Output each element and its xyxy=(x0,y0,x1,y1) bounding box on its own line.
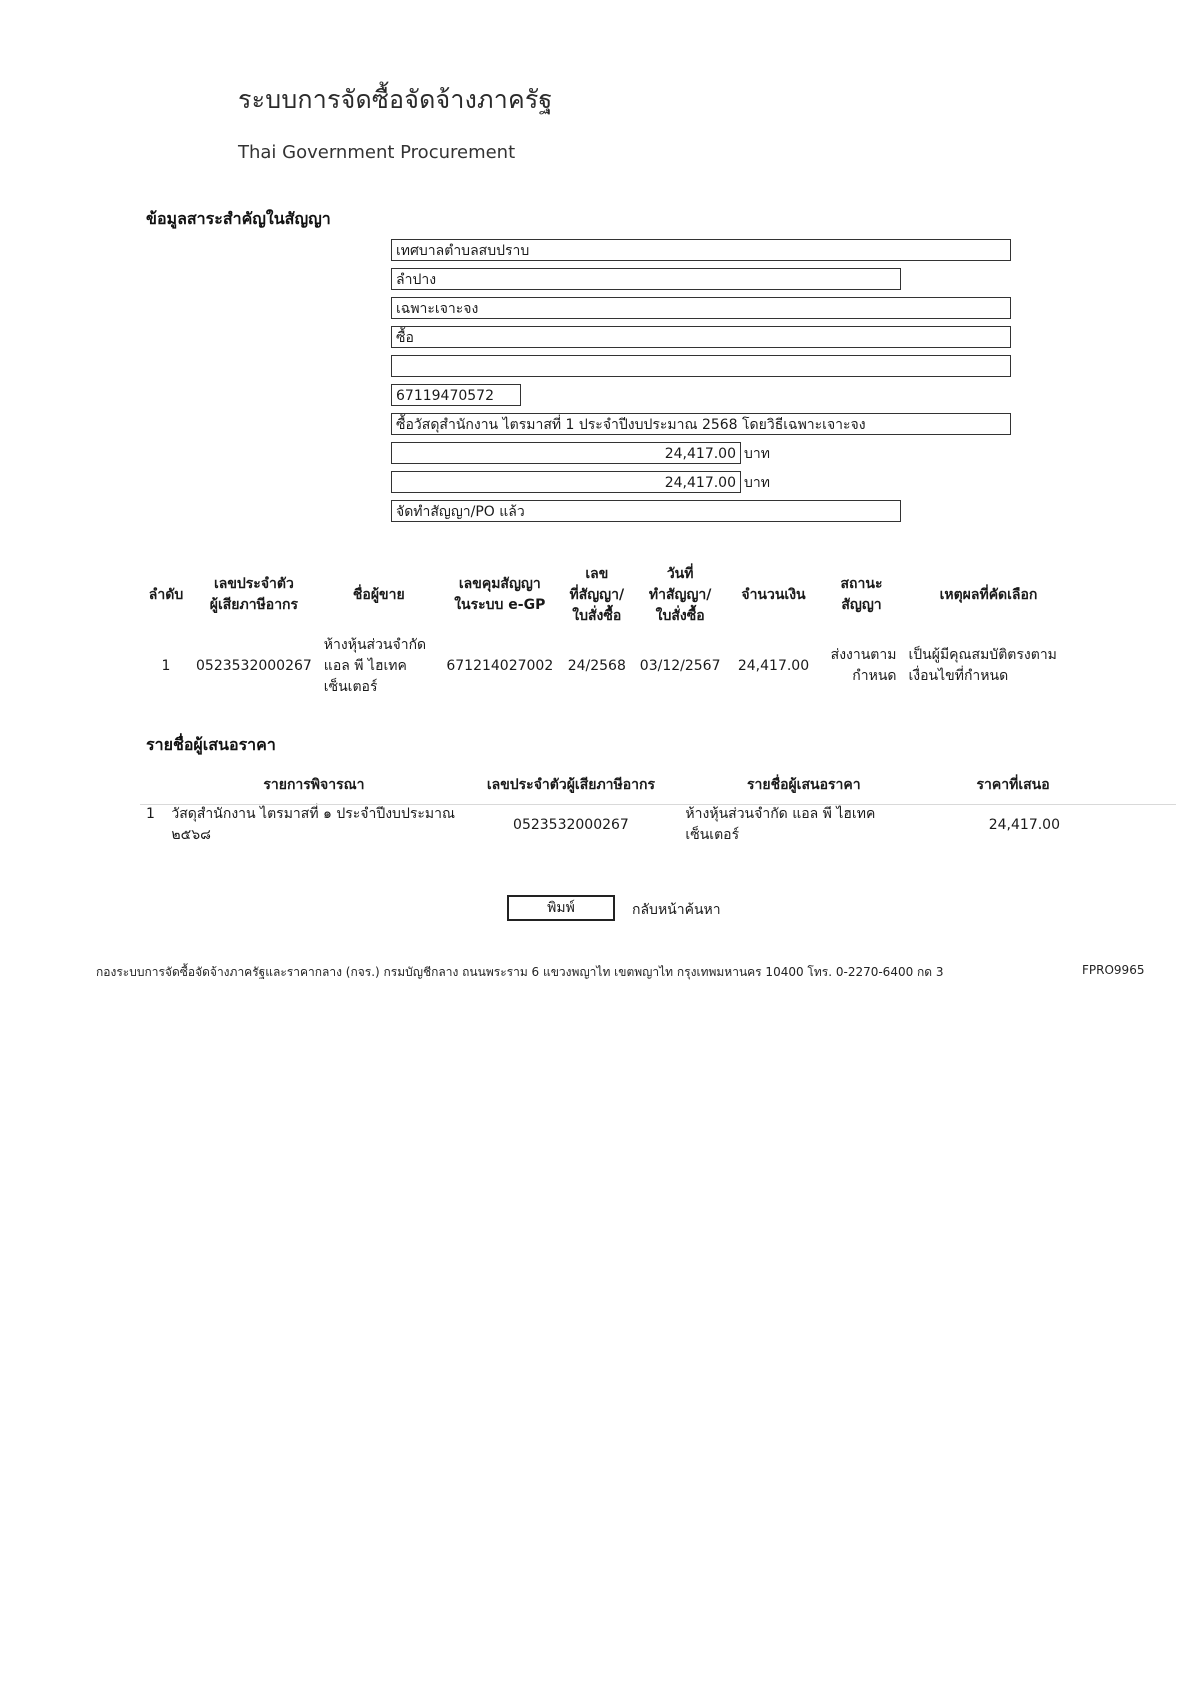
col-header-contract-date: วันที่ ทำสัญญา/ ใบสั่งซื้อ xyxy=(648,565,712,624)
col-header-vendor: ชื่อผู้ขาย xyxy=(352,586,405,603)
footer-address: กองระบบการจัดซื้อจัดจ้างภาครัฐและราคากลาง (กจร.) กรมบัญชีกลาง ถนนพระราม 6 แขวงพญาไท เขตพญาไท กรุงเทพมหานคร 10400 โทร. 0-2270-6400 กด 3 xyxy=(96,965,944,979)
col-header-blank xyxy=(142,770,167,800)
col-header-reason: เหตุผลที่คัดเลือก xyxy=(939,586,1038,603)
system-title-th: ระบบการจัดซื้อจัดจ้างภาครัฐ xyxy=(238,85,553,114)
cell-contract-date: 03/12/2567 xyxy=(639,657,721,674)
page-header xyxy=(238,80,553,163)
cell-bid-no: 1 xyxy=(146,806,155,822)
procurement-method-field: เฉพาะเจาะจง xyxy=(391,297,1011,319)
project-name-field: ซื้อวัสดุสำนักงาน ไตรมาสที่ 1 ประจำปีงบประมาณ 2568 โดยวิธีเฉพาะเจาะจง xyxy=(391,413,1011,435)
project-status-field: จัดทำสัญญา/PO แล้ว xyxy=(391,500,901,522)
col-header-price: ราคาที่เสนอ xyxy=(976,777,1050,793)
col-header-bid-tax-id: เลขประจำตัวผู้เสียภาษีอากร xyxy=(486,777,656,793)
cell-bid-tax-id: 0523532000267 xyxy=(513,816,629,833)
bidders-heading: รายชื่อผู้เสนอราคา xyxy=(146,735,276,754)
cell-reason: เป็นผู้มีคุณสมบัติตรงตาม เงื่อนไขที่กำหนด xyxy=(908,647,1057,684)
system-title-en: Thai Government Procurement xyxy=(238,142,516,163)
cell-item: วัสดุสำนักงาน ไตรมาสที่ ๑ ประจำปีงบประมาณ ๒๕๖๘ xyxy=(171,806,455,843)
contracts-header-row xyxy=(142,560,1075,630)
col-header-no: ลำดับ xyxy=(148,586,184,603)
project-number-field: 67119470572 xyxy=(391,384,521,406)
table-row xyxy=(142,800,1100,850)
budget-field: 24,417.00 xyxy=(391,442,741,464)
col-header-contract-no: เลข ที่สัญญา/ ใบสั่งซื้อ xyxy=(569,565,625,624)
divider xyxy=(140,804,1176,805)
contract-summary-heading: ข้อมูลสาระสำคัญในสัญญา xyxy=(146,209,331,228)
contracts-table xyxy=(142,560,1075,702)
cell-amount: 24,417.00 xyxy=(737,657,810,674)
cell-tax-id: 0523532000267 xyxy=(196,657,312,674)
col-header-control-no: เลขคุมสัญญา ในระบบ e-GP xyxy=(454,576,546,613)
median-price-field: 24,417.00 xyxy=(391,471,741,493)
col-header-status: สถานะ สัญญา xyxy=(840,576,883,613)
cell-status: ส่งงานตาม กำหนด xyxy=(830,647,897,684)
form-code: FPRO9965 xyxy=(1082,963,1145,977)
col-header-item: รายการพิจารณา xyxy=(263,777,365,793)
cell-bid-price: 24,417.00 xyxy=(988,816,1060,833)
procurement-type-field: ซื้อ xyxy=(391,326,1011,348)
cell-no: 1 xyxy=(161,657,171,674)
project-type-field xyxy=(391,355,1011,377)
province-field: ลำปาง xyxy=(391,268,901,290)
cell-bidder: ห้างหุ้นส่วนจำกัด แอล พี ไฮเทค เซ็นเตอร์ xyxy=(685,806,876,843)
cell-vendor: ห้างหุ้นส่วนจำกัด แอล พี ไฮเทค เซ็นเตอร์ xyxy=(323,636,427,695)
budget-unit: บาท xyxy=(744,446,770,462)
agency-field: เทศบาลตำบลสบปราบ xyxy=(391,239,1011,261)
col-header-tax-id: เลขประจำตัว ผู้เสียภาษีอากร xyxy=(209,576,299,613)
cell-control-no: 671214027002 xyxy=(446,657,554,674)
col-header-amount: จำนวนเงิน xyxy=(741,586,806,603)
median-price-unit: บาท xyxy=(744,475,770,491)
cell-contract-no: 24/2568 xyxy=(567,657,626,674)
print-button[interactable]: พิมพ์ xyxy=(507,895,615,921)
bidders-table xyxy=(142,770,1100,850)
col-header-bidder: รายชื่อผู้เสนอราคา xyxy=(746,777,861,793)
table-row xyxy=(142,630,1075,702)
back-to-search-link[interactable]: กลับหน้าค้นหา xyxy=(632,902,721,918)
bidders-header-row xyxy=(142,770,1100,800)
